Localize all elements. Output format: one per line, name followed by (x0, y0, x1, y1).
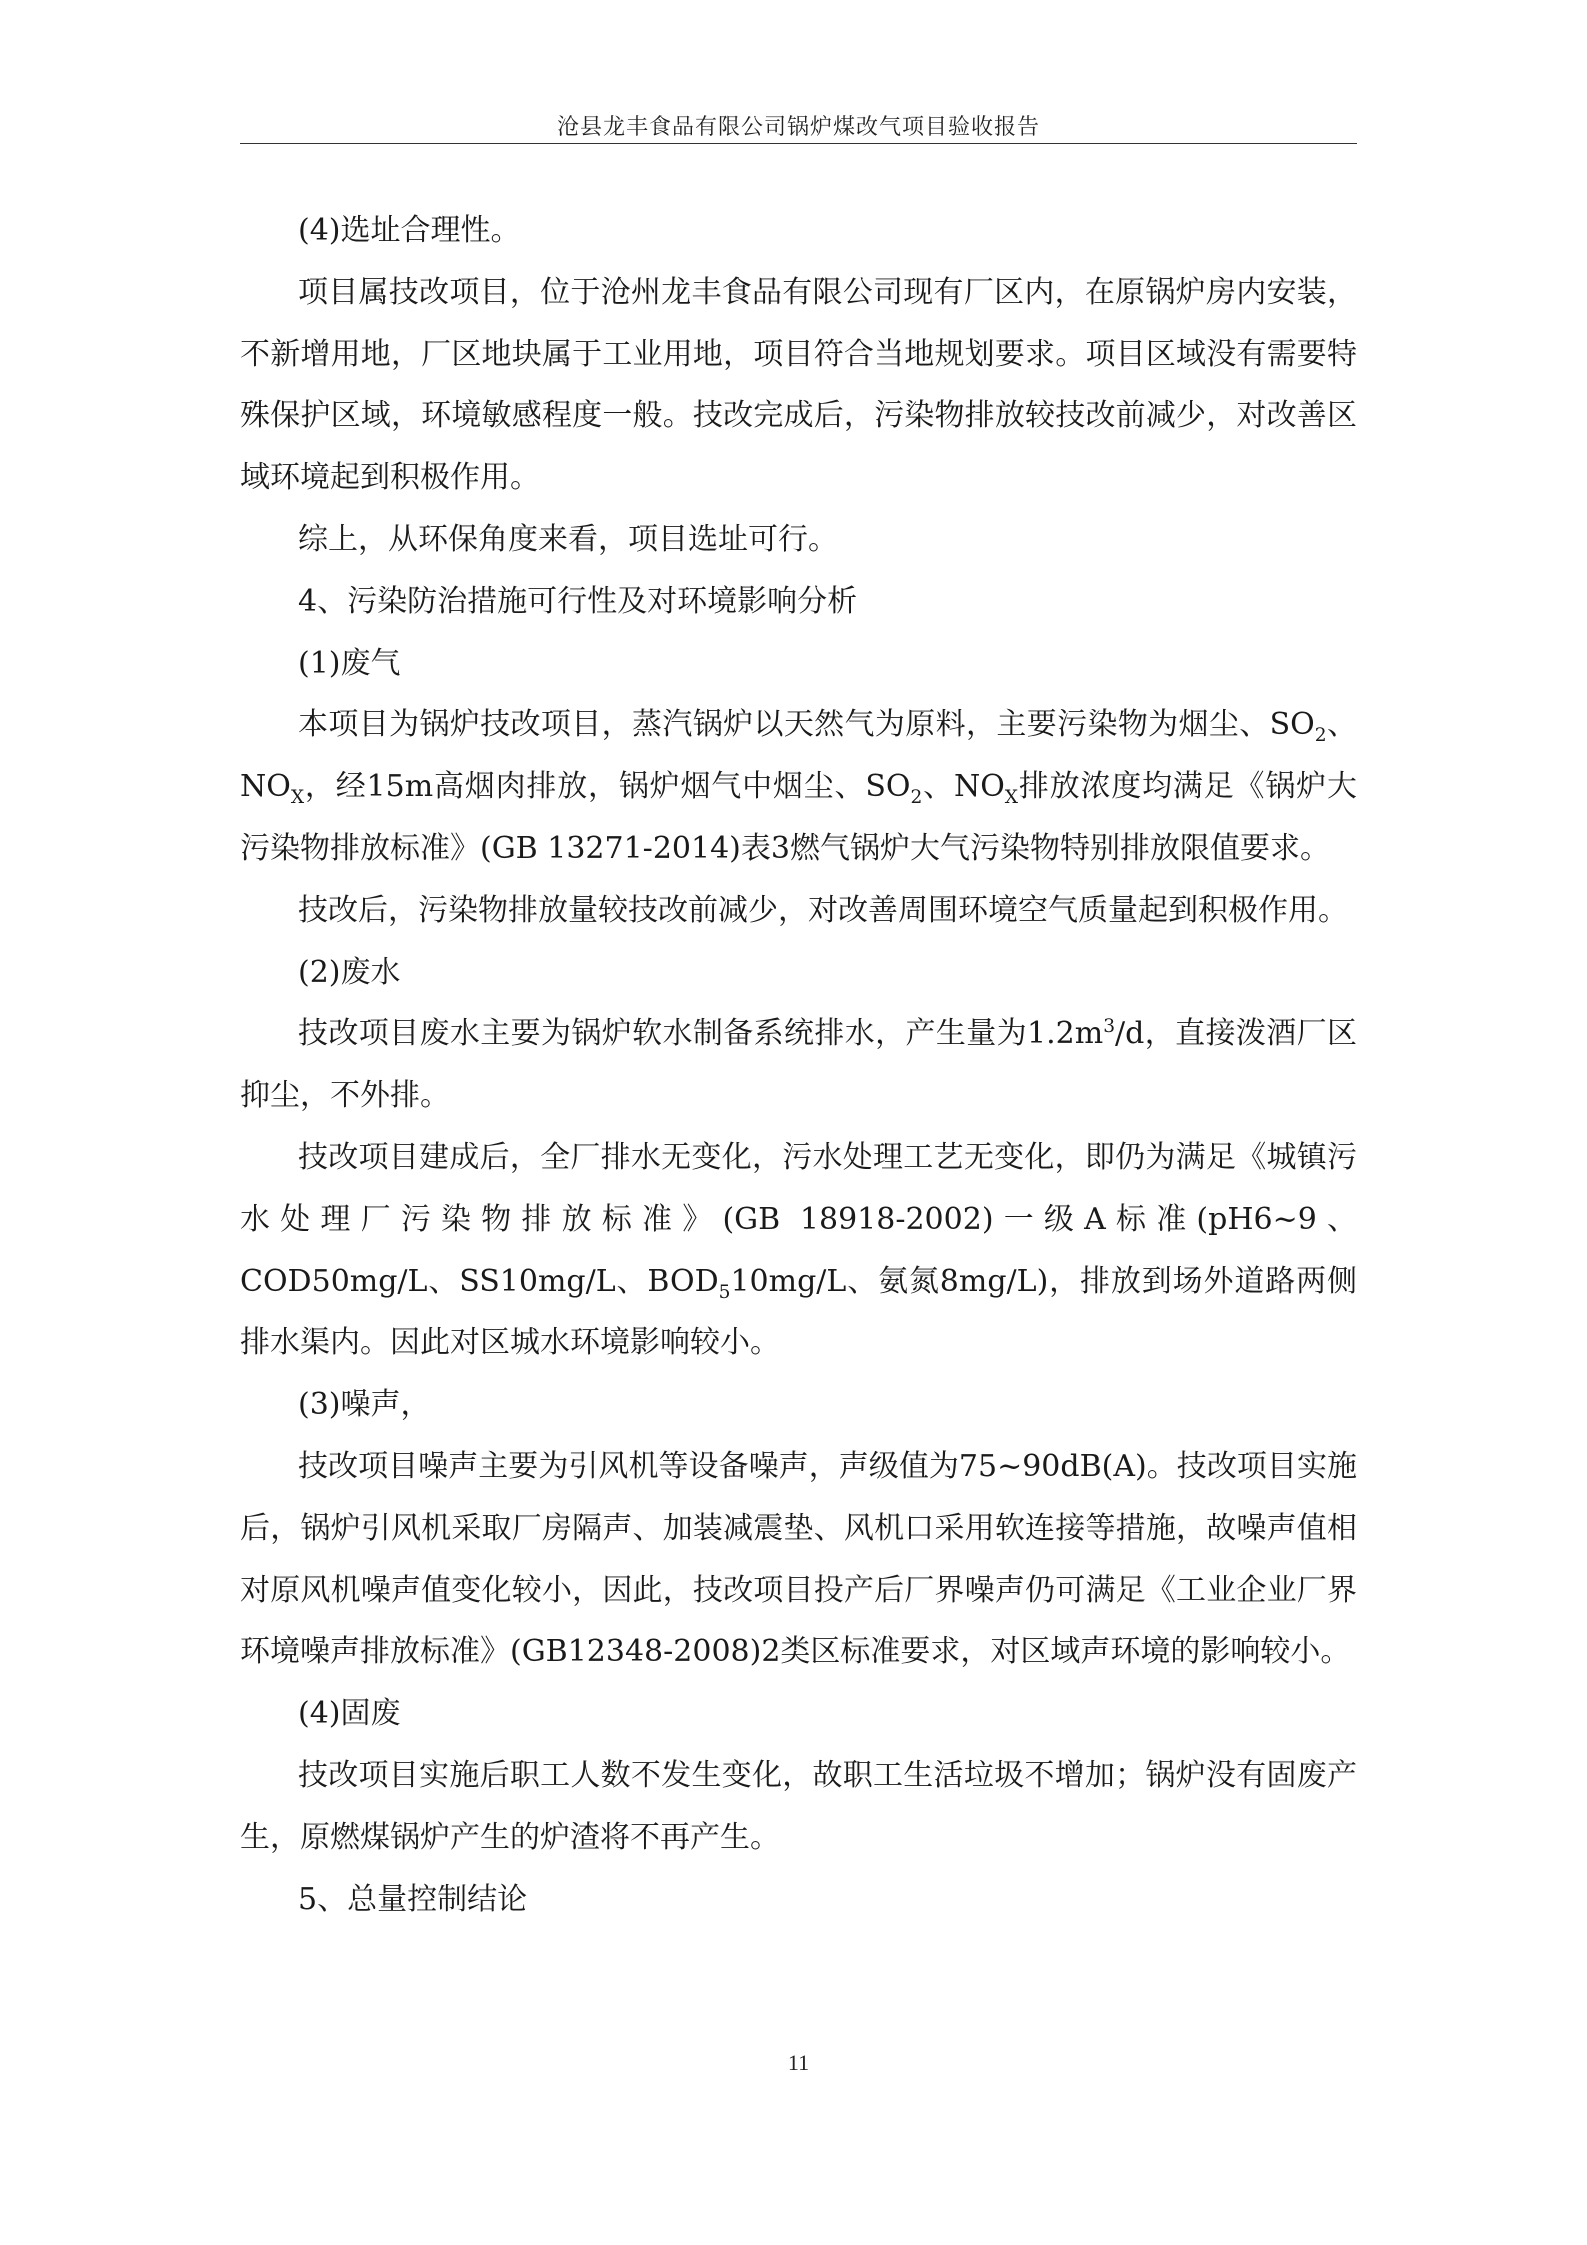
page-number: 11 (787, 2050, 810, 2075)
subheading-waste-gas: (1)废气 (298, 645, 401, 681)
subheading-waste-water: (2)废水 (298, 954, 401, 990)
paragraph-waste-water: 技改项目废水主要为锅炉软水制备系统排水，产生量为$1.2m^3/d$，直接泼酒厂区抑尘，不外排。 (240, 1016, 1357, 1114)
paragraph-noise: 技改项目噪声主要为引风机等设备噪声，声级值为75~90dB(A)。技改项目实施后，锅炉引风机采取厂房隔声、加装减震垫、风机口采用软连接等措施，故噪声值相对原风机噪声值变化较小，因此，技改项目投产后厂界噪声仍可满足《工业企业厂界环境噪声排放标准》(GB12348-2008)2类区标准要求，对区域声环境的影响较小。 (240, 1448, 1357, 1670)
header-divider (240, 143, 1357, 144)
section-heading-pollution-control: 4、污染防治措施可行性及对环境影响分析 (298, 583, 858, 619)
section-heading-site-rationality: (4)选址合理性。 (298, 213, 521, 248)
page-header: 沧县龙丰食品有限公司锅炉煤改气项目验收报告 (556, 115, 1040, 140)
paragraph-waste-gas-effect: 技改后，污染物排放量较技改前减少，对改善周围环境空气质量起到积极作用。 (298, 892, 1348, 928)
paragraph-waste-gas: 本项目为锅炉技改项目，蒸汽锅炉以天然气为原料，主要污染物为烟尘、$SO_2$、$NO_X$，经15m高烟肉排放，锅炉烟气中烟尘、$SO_2$、$NO_X$排放浓度均满足《锅炉大污染物排放标准》(GB 13271-2014)表3燃气锅炉大气污染物特别排放限值要求。 (240, 707, 1358, 866)
section-heading-total-control: 5、总量控制结论 (298, 1881, 528, 1917)
paragraph-waste-water-standard: 技改项目建成后，全厂排水无变化，污水处理工艺无变化，即仍为满足《城镇污水处理厂污染物排放标准》(GB 18918-2002)一级A标准(pH6~9、COD50mg/L、SS10mg/L、$BOD_510mg/L$、氨氮8mg/L)，排放到场外道路两侧排水渠内。因此对区城水环境影响较小。 (240, 1139, 1357, 1361)
subheading-solid-waste: (4)固废 (298, 1696, 401, 1732)
paragraph-site-conclusion: 综上，从环保角度来看，项目选址可行。 (298, 521, 838, 557)
document-body (240, 200, 1357, 1930)
paragraph-site-description: 项目属技改项目，位于沧州龙丰食品有限公司现有厂区内，在原锅炉房内安装，不新增用地，厂区地块属于工业用地，项目符合当地规划要求。项目区域没有需要特殊保护区域，环境敏感程度一般。技改完成后，污染物排放较技改前减少，对改善区域环境起到积极作用。 (240, 274, 1357, 496)
subheading-noise: (3)噪声， (298, 1387, 431, 1423)
paragraph-solid-waste: 技改项目实施后职工人数不发生变化，故职工生活垃圾不增加；锅炉没有固废产生，原燃煤锅炉产生的炉渣将不再产生。 (240, 1757, 1357, 1855)
